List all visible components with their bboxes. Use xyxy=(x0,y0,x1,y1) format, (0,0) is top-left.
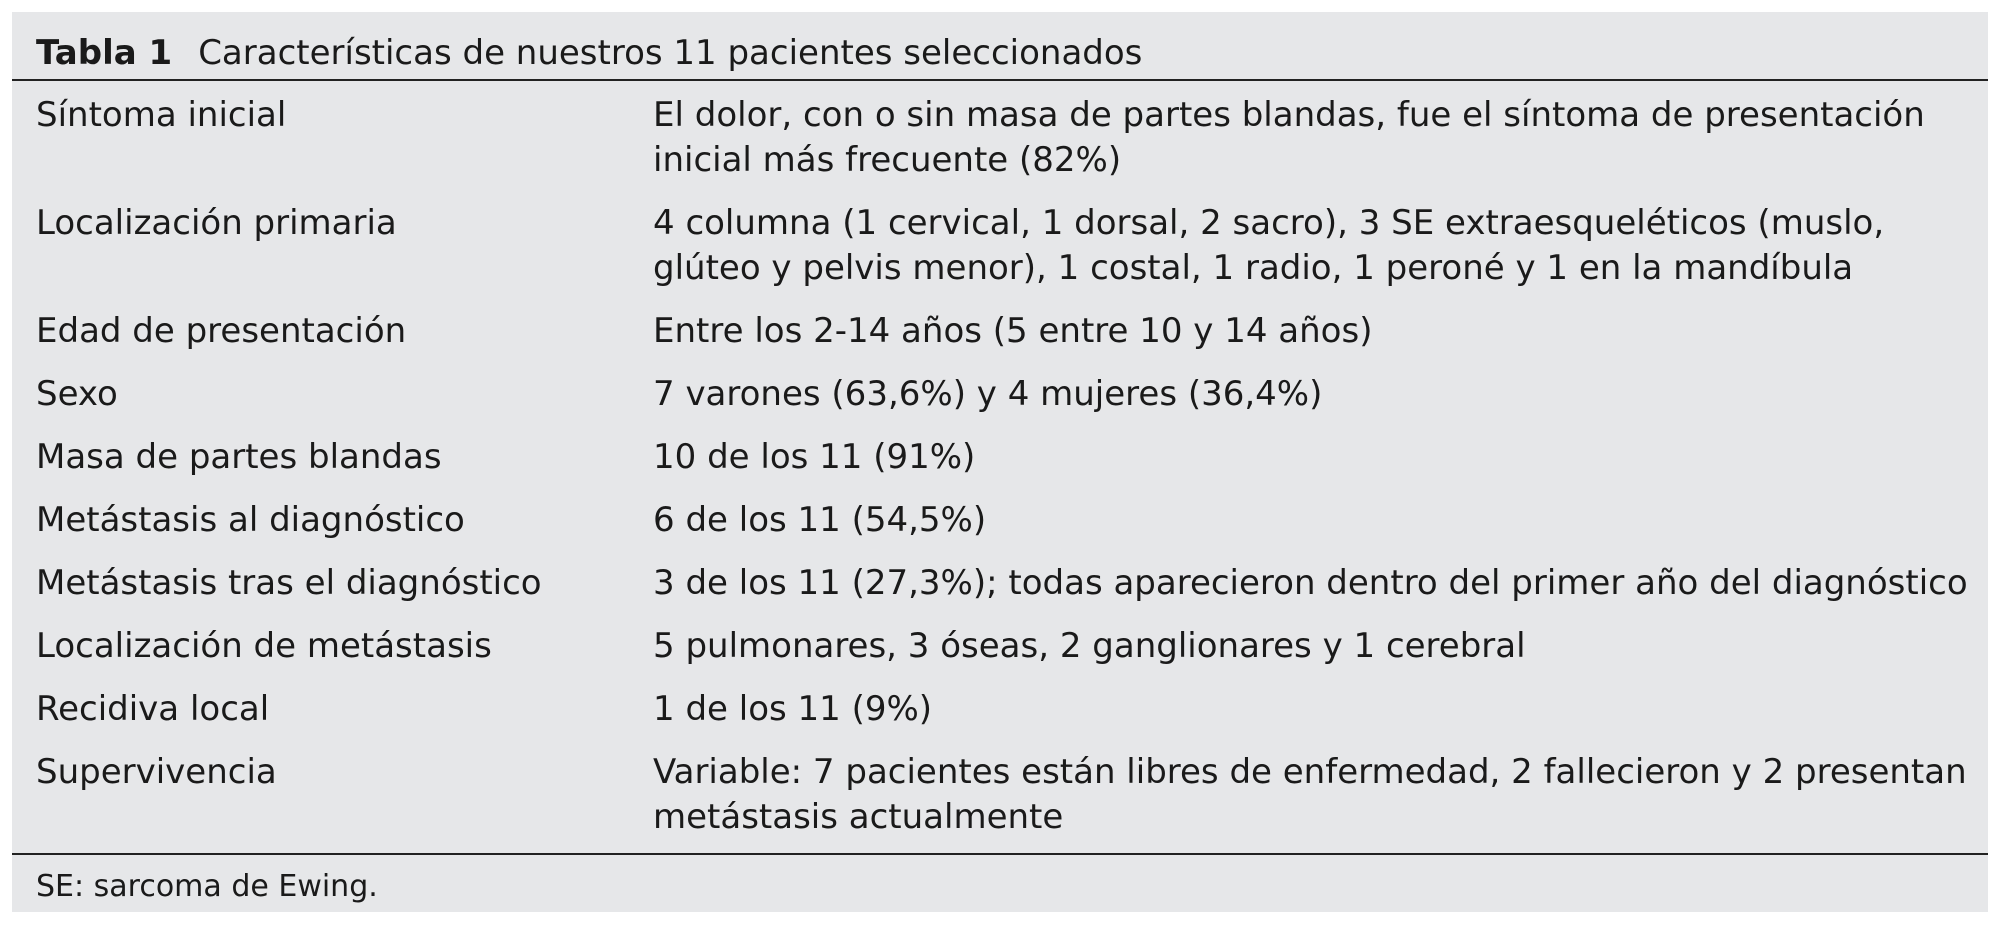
row-value xyxy=(653,372,1973,417)
row-label: Sexo xyxy=(36,374,118,414)
value-line: 5 pulmonares, 3 óseas, 2 ganglionares y 1 cerebral xyxy=(653,626,1526,666)
table-row xyxy=(12,498,1988,561)
row-label: Localización de metástasis xyxy=(36,626,492,666)
table-title: Características de nuestros 11 pacientes seleccionados xyxy=(198,33,1143,73)
table-row xyxy=(12,435,1988,498)
value-line: 7 varones (63,6%) y 4 mujeres (36,4%) xyxy=(653,374,1323,414)
table-row xyxy=(12,309,1988,372)
table-row xyxy=(12,750,1988,858)
row-value xyxy=(653,309,1973,354)
row-value xyxy=(653,93,1973,183)
value-line: glúteo y pelvis menor), 1 costal, 1 radio, 1 peroné y 1 en la mandíbula xyxy=(653,248,1854,288)
top-rule xyxy=(12,79,1988,81)
table-row xyxy=(12,624,1988,687)
value-line: Variable: 7 pacientes están libres de enfermedad, 2 fallecieron y 2 presentan xyxy=(653,752,1967,792)
row-label: Síntoma inicial xyxy=(36,95,287,135)
table-footnote: SE: sarcoma de Ewing. xyxy=(36,869,378,904)
row-label: Metástasis tras el diagnóstico xyxy=(36,563,542,603)
row-label: Recidiva local xyxy=(36,689,270,729)
row-value xyxy=(653,201,1973,291)
value-line: 3 de los 11 (27,3%); todas aparecieron dentro del primer año del diagnóstico xyxy=(653,563,1968,603)
value-line: 4 columna (1 cervical, 1 dorsal, 2 sacro), 3 SE extraesqueléticos (muslo, xyxy=(653,203,1885,243)
bottom-rule xyxy=(12,853,1988,855)
table-row xyxy=(12,372,1988,435)
row-value xyxy=(653,435,1973,480)
table-caption xyxy=(36,22,1142,84)
value-line: 6 de los 11 (54,5%) xyxy=(653,500,987,540)
value-line: El dolor, con o sin masa de partes blandas, fue el síntoma de presentación xyxy=(653,95,1925,135)
table-row xyxy=(12,93,1988,201)
row-label: Edad de presentación xyxy=(36,311,407,351)
table-row xyxy=(12,201,1988,309)
row-label: Metástasis al diagnóstico xyxy=(36,500,465,540)
value-line: inicial más frecuente (82%) xyxy=(653,140,1122,180)
table-container xyxy=(12,12,1988,912)
value-line: 10 de los 11 (91%) xyxy=(653,437,976,477)
row-value xyxy=(653,687,1973,732)
row-value xyxy=(653,561,1973,606)
value-line: 1 de los 11 (9%) xyxy=(653,689,933,729)
row-value xyxy=(653,498,1973,543)
row-label: Supervivencia xyxy=(36,752,277,792)
table-row xyxy=(12,561,1988,624)
row-value xyxy=(653,624,1973,669)
table-number: Tabla 1 xyxy=(36,33,173,73)
table-body xyxy=(12,93,1988,858)
value-line: metástasis actualmente xyxy=(653,797,1064,837)
table-row xyxy=(12,687,1988,750)
value-line: Entre los 2-14 años (5 entre 10 y 14 años) xyxy=(653,311,1373,351)
row-label: Localización primaria xyxy=(36,203,397,243)
row-value xyxy=(653,750,1973,840)
row-label: Masa de partes blandas xyxy=(36,437,442,477)
